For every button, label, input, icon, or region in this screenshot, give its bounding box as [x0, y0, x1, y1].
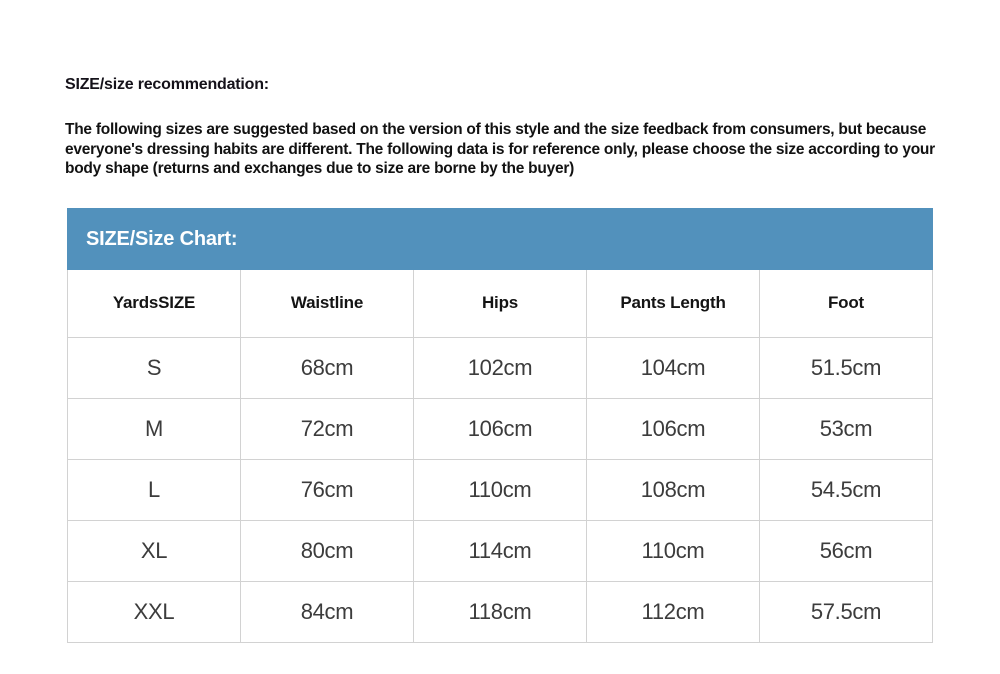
size-table [67, 270, 933, 643]
measurement-cell: 118cm [414, 581, 587, 642]
size-cell: XXL [68, 581, 241, 642]
column-header-hips: Hips [414, 270, 587, 337]
measurement-cell: 110cm [587, 520, 760, 581]
measurement-cell: 110cm [414, 459, 587, 520]
measurement-cell: 112cm [587, 581, 760, 642]
column-header-foot: Foot [760, 270, 933, 337]
measurement-cell: 102cm [414, 337, 587, 398]
size-cell: XL [68, 520, 241, 581]
size-chart-title-bar [67, 208, 933, 270]
measurement-cell: 104cm [587, 337, 760, 398]
column-header-size: YardsSIZE [68, 270, 241, 337]
size-cell: M [68, 398, 241, 459]
measurement-cell: 108cm [587, 459, 760, 520]
table-header-row [68, 270, 933, 337]
measurement-cell: 72cm [241, 398, 414, 459]
size-recommendation-heading: SIZE/size recommendation: [65, 76, 269, 93]
measurement-cell: 106cm [414, 398, 587, 459]
measurement-cell: 51.5cm [760, 337, 933, 398]
table-row [68, 398, 933, 459]
table-row [68, 520, 933, 581]
measurement-cell: 76cm [241, 459, 414, 520]
table-row [68, 459, 933, 520]
measurement-cell: 57.5cm [760, 581, 933, 642]
size-recommendation-text: The following sizes are suggested based on the version of this style and the size feedback from consumers, but because everyone's dressing habits are different. The following data is for reference only, please choose the size according to your body shape (returns and exchanges due to size are borne by the buyer) [65, 121, 935, 177]
measurement-cell: 84cm [241, 581, 414, 642]
size-chart-section [67, 208, 933, 643]
size-cell: L [68, 459, 241, 520]
measurement-cell: 106cm [587, 398, 760, 459]
size-cell: S [68, 337, 241, 398]
measurement-cell: 68cm [241, 337, 414, 398]
measurement-cell: 56cm [760, 520, 933, 581]
measurement-cell: 53cm [760, 398, 933, 459]
column-header-pants-length: Pants Length [587, 270, 760, 337]
size-chart-title: SIZE/Size Chart: [86, 227, 238, 250]
column-header-waistline: Waistline [241, 270, 414, 337]
measurement-cell: 114cm [414, 520, 587, 581]
table-row [68, 581, 933, 642]
table-row [68, 337, 933, 398]
measurement-cell: 80cm [241, 520, 414, 581]
measurement-cell: 54.5cm [760, 459, 933, 520]
